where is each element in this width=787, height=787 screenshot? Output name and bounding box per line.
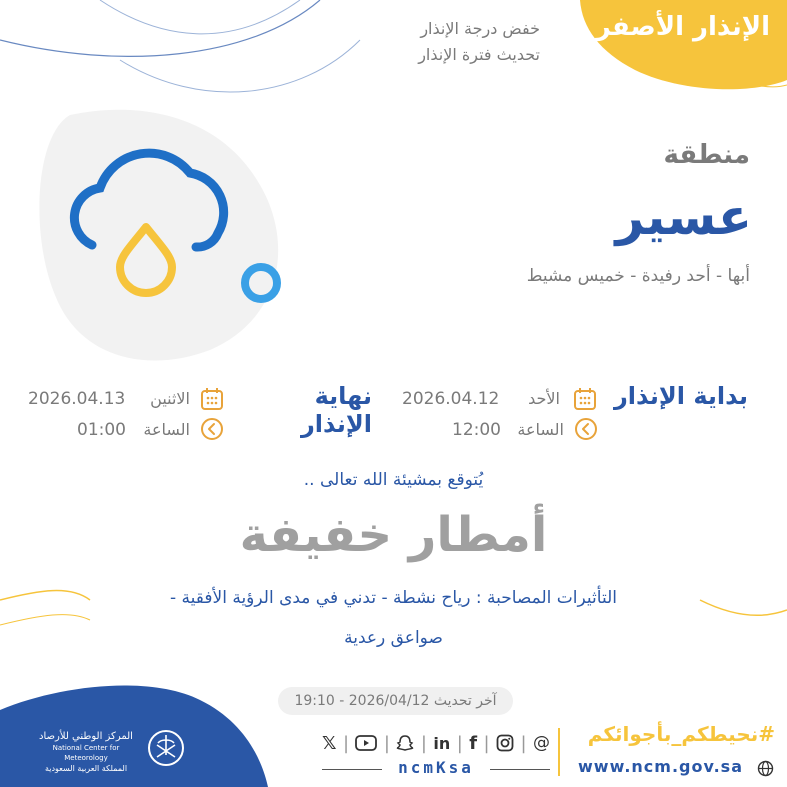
social-handle[interactable]: ncmKsa bbox=[398, 758, 474, 777]
end-time-label: الساعة bbox=[143, 420, 190, 439]
warning-notes bbox=[380, 16, 540, 68]
org-name-ar: المركز الوطني للأرصاد bbox=[39, 731, 133, 742]
x-icon[interactable]: 𝕏 bbox=[322, 732, 337, 754]
last-updated-badge: آخر تحديث 2026/04/12 - 19:10 bbox=[278, 687, 513, 715]
end-time: 01:00 bbox=[77, 420, 126, 440]
snapchat-icon[interactable] bbox=[396, 734, 414, 752]
handle-line-right bbox=[490, 769, 550, 770]
start-time: 12:00 bbox=[452, 420, 501, 440]
region-label: منطقة bbox=[663, 140, 750, 170]
end-title: نهاية الإنذار bbox=[300, 382, 372, 438]
region-cities: أبها - أحد رفيدة - خميس مشيط bbox=[526, 266, 750, 286]
start-title: بداية الإنذار bbox=[613, 382, 748, 410]
youtube-icon[interactable] bbox=[355, 735, 377, 751]
threads-icon[interactable]: @ bbox=[532, 733, 550, 753]
forecast-intro: يُتوقع بمشيئة الله تعالى .. bbox=[303, 470, 484, 490]
clock-icon bbox=[200, 417, 224, 441]
end-day: الاثنين bbox=[150, 389, 190, 408]
facebook-icon[interactable]: f bbox=[469, 732, 478, 754]
social-icons-row: 𝕏 | | | in | f | | @ bbox=[322, 732, 550, 754]
forecast-effects-line1: التأثيرات المصاحبة : رياح نشطة - تدني في مدى الرؤية الأفقية - bbox=[170, 588, 617, 608]
website-link[interactable]: www.ncm.gov.sa bbox=[578, 757, 743, 776]
org-country: المملكة العربية السعودية bbox=[44, 764, 128, 773]
note-period-update: تحديث فترة الإنذار bbox=[418, 45, 540, 64]
forecast-effects-line2: صواعق رعدية bbox=[344, 628, 443, 648]
calendar-icon bbox=[200, 387, 224, 411]
hashtag: #نحيطكم_بأجوائكم bbox=[587, 722, 775, 746]
forecast-headline: أمطار خفيفة bbox=[239, 507, 548, 563]
calendar-icon bbox=[573, 387, 597, 411]
weather-illustration bbox=[30, 105, 300, 365]
clock-icon bbox=[574, 417, 598, 441]
instagram-icon[interactable] bbox=[496, 734, 514, 752]
start-time-label: الساعة bbox=[517, 420, 564, 439]
start-day: الأحد bbox=[528, 389, 560, 408]
region-name: عسير bbox=[615, 188, 752, 246]
org-name-block bbox=[30, 731, 142, 774]
end-date: 2026.04.13 bbox=[28, 389, 126, 409]
handle-line-left bbox=[322, 769, 382, 770]
badge-title: الإنذار الأصفر bbox=[595, 12, 770, 42]
footer-divider bbox=[558, 728, 560, 776]
start-date: 2026.04.12 bbox=[402, 389, 500, 409]
globe-icon bbox=[757, 760, 774, 777]
note-downgrade: خفض درجة الإنذار bbox=[420, 19, 540, 38]
org-name-en: National Center for Meteorology bbox=[52, 744, 120, 762]
linkedin-icon[interactable]: in bbox=[433, 733, 451, 753]
ncm-emblem-icon bbox=[146, 725, 186, 771]
